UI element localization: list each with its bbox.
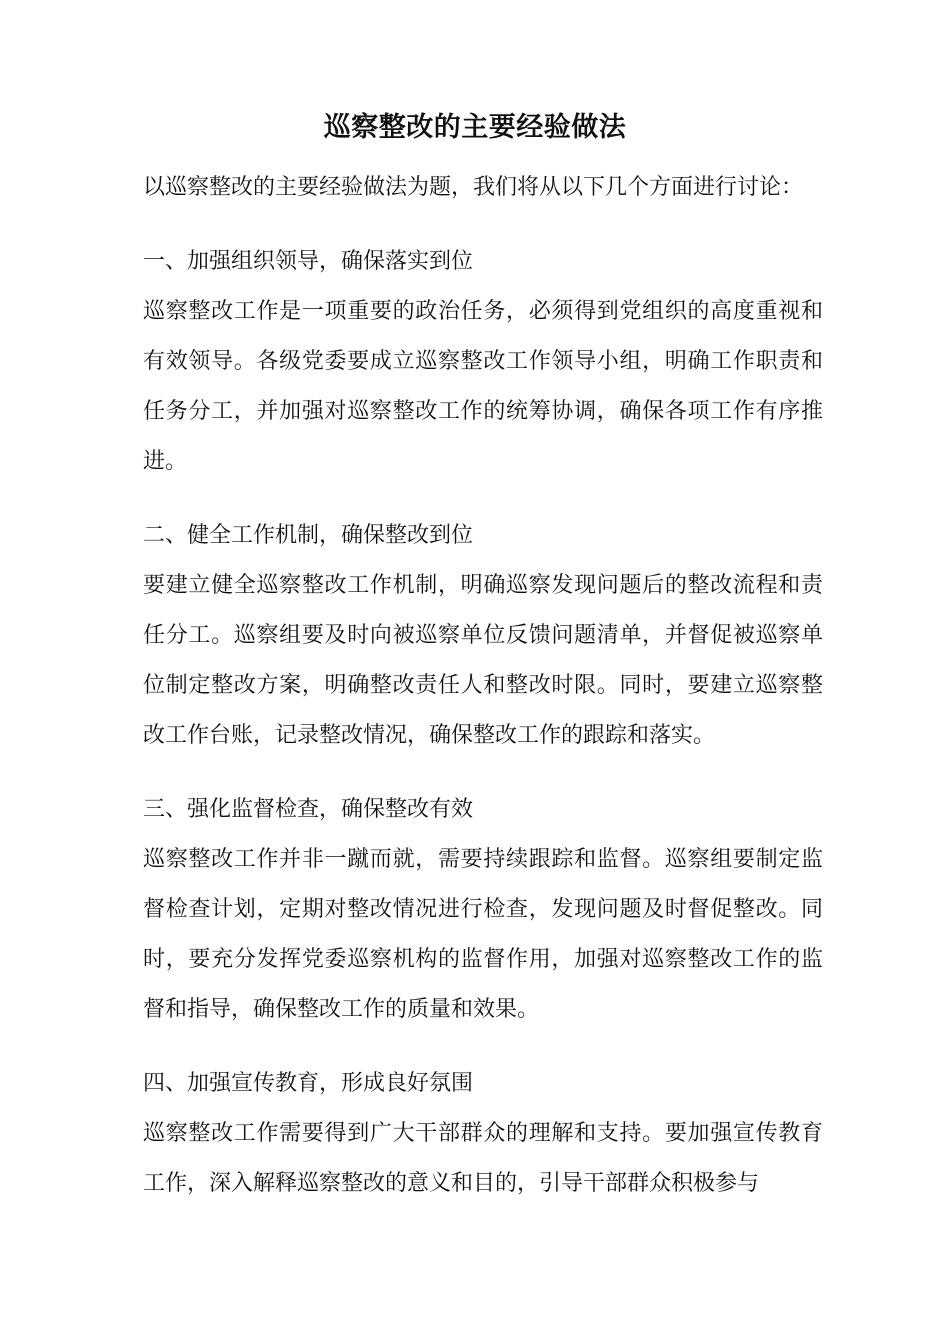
section-heading: 一、加强组织领导，确保落实到位 <box>143 249 474 274</box>
section-body: 巡察整改工作并非一蹴而就，需要持续跟踪和监督。巡察组要制定监督检查计划，定期对整改情况进行检查，发现问题及时督促整改。同时，要充分发挥党委巡察机构的监督作用，加强对巡察整改工作的监督和指导，确保整改工作的质量和效果。 <box>143 847 823 1022</box>
section-body: 要建立健全巡察整改工作机制，明确巡察发现问题后的整改流程和责任分工。巡察组要及时向被巡察单位反馈问题清单，并督促被巡察单位制定整改方案，明确整改责任人和整改时限。同时，要建立巡察整改工作台账，记录整改情况，确保整改工作的跟踪和落实。 <box>143 573 823 748</box>
section-heading: 三、强化监督检查，确保整改有效 <box>143 797 474 822</box>
section-heading: 二、健全工作机制，确保整改到位 <box>143 523 474 548</box>
section-2 <box>143 511 823 761</box>
document-title: 巡察整改的主要经验做法 <box>323 112 627 143</box>
document-content <box>143 163 823 1233</box>
intro-paragraph: 以巡察整改的主要经验做法为题，我们将从以下几个方面进行讨论： <box>143 175 804 200</box>
section-4 <box>143 1059 823 1209</box>
section-body: 巡察整改工作是一项重要的政治任务，必须得到党组织的高度重视和有效领导。各级党委要成立巡察整改工作领导小组，明确工作职责和任务分工，并加强对巡察整改工作的统筹协调，确保各项工作有序推进。 <box>143 299 823 474</box>
section-heading: 四、加强宣传教育，形成良好氛围 <box>143 1071 474 1096</box>
section-body: 巡察整改工作需要得到广大干部群众的理解和支持。要加强宣传教育工作，深入解释巡察整改的意义和目的，引导干部群众积极参与 <box>143 1121 823 1196</box>
section-3 <box>143 785 823 1035</box>
section-1 <box>143 237 823 487</box>
